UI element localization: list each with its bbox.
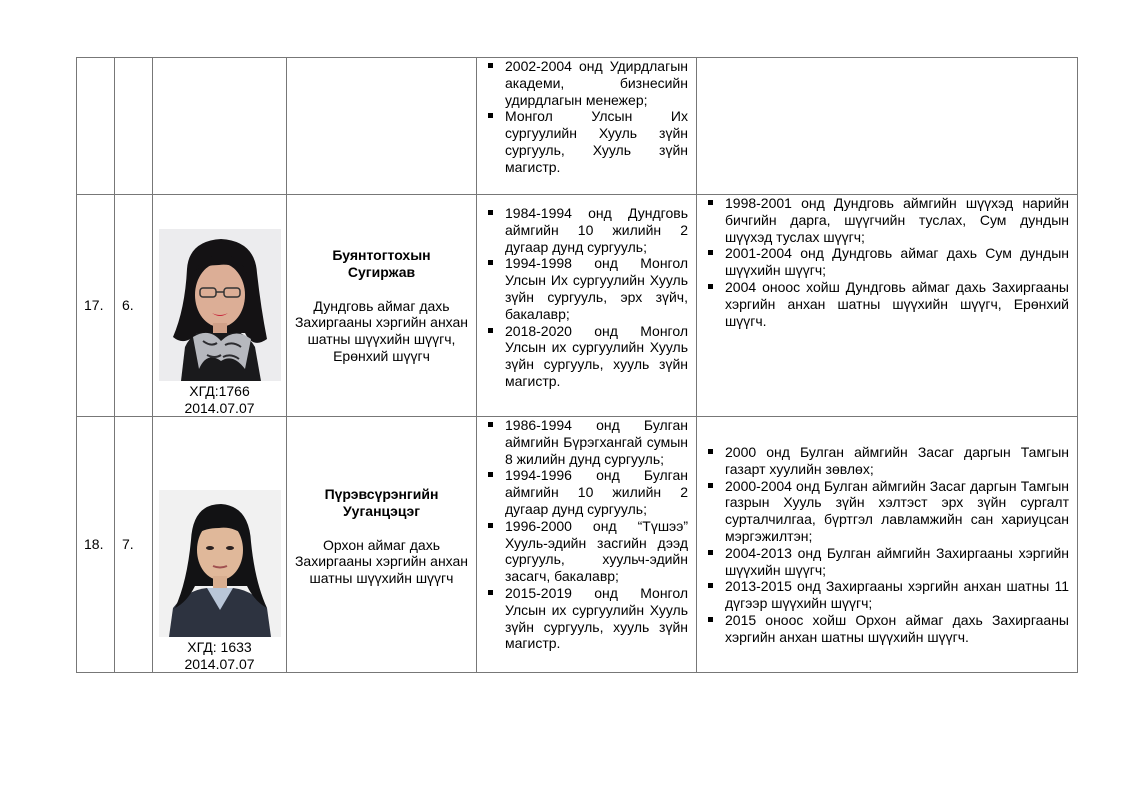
person-name-first: Буянтогтохын — [332, 247, 431, 263]
education-cell — [477, 58, 697, 195]
cell-name-empty — [287, 58, 477, 195]
education-item: 1984-1994 онд Дундговь аймгийн 10 жилийн 2 дугаар дунд сургууль; — [505, 205, 688, 255]
photo-caption-id: ХГД: 1633 — [187, 639, 252, 655]
judges-table — [76, 57, 1078, 673]
education-list — [477, 205, 696, 390]
name-cell — [287, 195, 477, 417]
work-item: 2013-2015 онд Захиргааны хэргийн анхан шатны 11 дүгээр шүүхийн шүүгч; — [725, 578, 1069, 612]
row-number: 18. — [77, 417, 115, 673]
work-cell — [697, 195, 1078, 417]
work-item: 2004-2013 онд Булган аймгийн Захиргааны хэргийн шүүхийн шүүгч; — [725, 544, 1069, 578]
work-list — [697, 195, 1077, 329]
work-item: 1998-2001 онд Дундговь аймгийн шүүхэд нарийн бичгийн дарга, шүүгчийн туслах, Сум дундын шүүхэд туслах шүүгч; — [725, 195, 1069, 245]
cell-sub-no-empty — [115, 58, 153, 195]
photo-caption-date: 2014.07.07 — [184, 399, 255, 416]
education-item: 1996-2000 онд “Түшээ” Хууль-эдийн засгийн дээд сургууль, хуульч-эдийн засагч, бакалавр; — [505, 517, 688, 585]
person-name-last: Сугиржав — [347, 263, 416, 280]
education-list — [477, 417, 696, 652]
cell-photo-empty — [153, 58, 287, 195]
education-item: 2015-2019 онд Монгол Улсын их сургуулийн Хууль зүйн сургууль, хууль зүйн магистр. — [505, 584, 688, 652]
education-item: 1994-1996 онд Булган аймгийн 10 жилийн 2 дугаар дунд сургууль; — [505, 467, 688, 517]
education-item: 1986-1994 онд Булган аймгийн Бүрэгхангай сумын 8 жилийн дунд сургууль; — [505, 417, 688, 467]
photo-caption-date: 2014.07.07 — [184, 655, 255, 672]
work-item: 2004 оноос хойш Дундговь аймаг дахь Захиргааны хэргийн анхан шатны шүүхийн шүүгч, Ерөнхий шүүгч. — [725, 278, 1069, 329]
education-item: 2018-2020 онд Монгол Улсын их сургуулийн Хууль зүйн сургууль, хууль зүйн магистр. — [505, 322, 688, 389]
photo-cell — [153, 195, 287, 417]
table-row-18 — [77, 417, 1078, 673]
portrait-photo — [159, 229, 281, 381]
work-list — [697, 444, 1077, 646]
person-name-last: Ууганцэцэг — [342, 502, 421, 519]
cell-work-empty — [697, 58, 1078, 195]
education-item: 1994-1998 онд Монгол Улсын Их сургуулийн Хууль зүйн сургууль, эрх зүйч, бакалавр; — [505, 255, 688, 322]
row-sub-number: 6. — [115, 195, 153, 417]
table-row-17 — [77, 195, 1078, 417]
education-cell — [477, 195, 697, 417]
name-cell — [287, 417, 477, 673]
work-item: 2001-2004 онд Дундговь аймаг дахь Сум дундын шүүхийн шүүгч; — [725, 245, 1069, 279]
education-cell — [477, 417, 697, 673]
cell-no-empty — [77, 58, 115, 195]
portrait-photo — [159, 490, 281, 637]
work-item: 2015 оноос хойш Орхон аймаг дахь Захиргааны хэргийн анхан шатны шүүхийн шүүгч. — [725, 611, 1069, 645]
education-item: 2002-2004 онд Удирдлагын академи, бизнесийн удирдлагын менежер; — [505, 58, 688, 108]
table-row-continuation — [77, 58, 1078, 195]
work-item: 2000-2004 онд Булган аймгийн Засаг даргын Тамгын газрын Хууль зүйн хэлтэст эрх зүйн сургалт сурталчилгаа, бүртгэл лавламжийн сан хариуцсан мэргэжилтэн; — [725, 477, 1069, 544]
photo-cell — [153, 417, 287, 673]
person-position: Орхон аймаг дахь Захиргааны хэргийн анхан шатны шүүхийн шүүгч — [294, 536, 469, 587]
work-item: 2000 онд Булган аймгийн Засаг даргын Тамгын газарт хуулийн зөвлөх; — [725, 444, 1069, 477]
education-item: Монгол Улсын Их сургуулийн Хууль зүйн сургууль, Хууль зүйн магистр. — [505, 108, 688, 175]
education-list — [477, 58, 696, 176]
row-number: 17. — [77, 195, 115, 417]
work-cell — [697, 417, 1078, 673]
row-sub-number: 7. — [115, 417, 153, 673]
photo-caption-id: ХГД:1766 — [189, 383, 250, 399]
person-name-first: Пүрэвсүрэнгийн — [324, 486, 439, 502]
person-position: Дундговь аймаг дахь Захиргааны хэргийн анхан шатны шүүхийн шүүгч, Ерөнхий шүүгч — [294, 297, 469, 364]
